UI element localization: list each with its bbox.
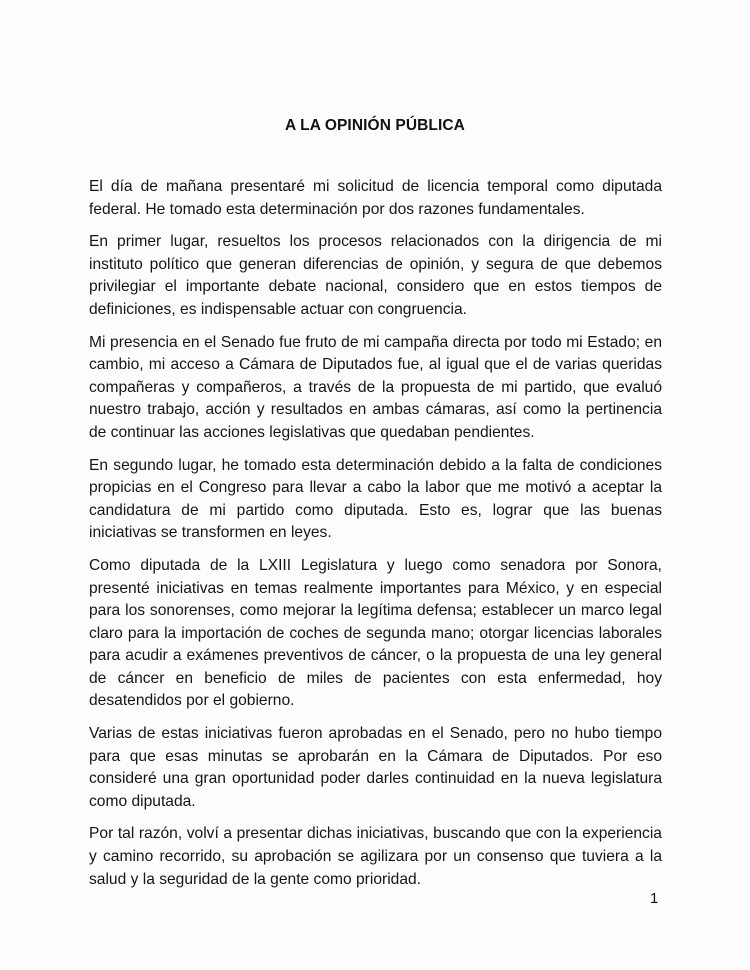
paragraph-3: Mi presencia en el Senado fue fruto de mi campaña directa por todo mi Estado; en cambio, mi acceso a Cámara de Diputados fue, al igual que el de varias queridas compañeras y compañeros, a través de la propuesta de mi partido, que evaluó nuestro trabajo, acción y resultados en ambas cámaras, así como la pertinencia de continuar las acciones legislativas que quedaban pendientes. [89,333,662,441]
page-number: 1 [650,890,659,907]
paragraph-5: Como diputada de la LXIII Legislatura y luego como senadora por Sonora, presenté iniciativas en temas realmente importantes para México, y en especial para los sonorenses, como mejorar la legítima defensa; establecer un marco legal claro para la importación de coches de segunda mano; otorgar licencias laborales para acudir a exámenes preventivos de cáncer, o la propuesta de una ley general de cáncer en beneficio de miles de pacientes con esta enfermedad, hoy desatendidos por el gobierno. [89,556,662,710]
document-title: A LA OPINIÓN PÚBLICA [285,117,465,134]
document-body [89,176,662,901]
paragraph-6: Varias de estas iniciativas fueron aprobadas en el Senado, pero no hubo tiempo para que esas minutas se aprobarán en la Cámara de Diputados. Por eso consideré una gran oportunidad poder darles continuidad en la nueva legislatura como diputada. [89,725,662,810]
paragraph-7: Por tal razón, volví a presentar dichas iniciativas, buscando que con la experiencia y camino recorrido, su aprobación se agilizara por un consenso que tuviera a la salud y la seguridad de la gente como prioridad. [89,825,662,888]
paragraph-4: En segundo lugar, he tomado esta determinación debido a la falta de condiciones propicias en el Congreso para llevar a cabo la labor que me motivó a aceptar la candidatura de mi partido como diputada. Esto es, lograr que las buenas iniciativas se transformen en leyes. [89,456,662,542]
paragraph-2: En primer lugar, resueltos los procesos relacionados con la dirigencia de mi instituto político que generan diferencias de opinión, y segura de que debemos privilegiar el importante debate nacional, considero que en estos tiempos de definiciones, es indispensable actuar con congruencia. [89,233,662,318]
paragraph-1: El día de mañana presentaré mi solicitud de licencia temporal como diputada federal. He tomado esta determinación por dos razones fundamentales. [89,178,662,218]
